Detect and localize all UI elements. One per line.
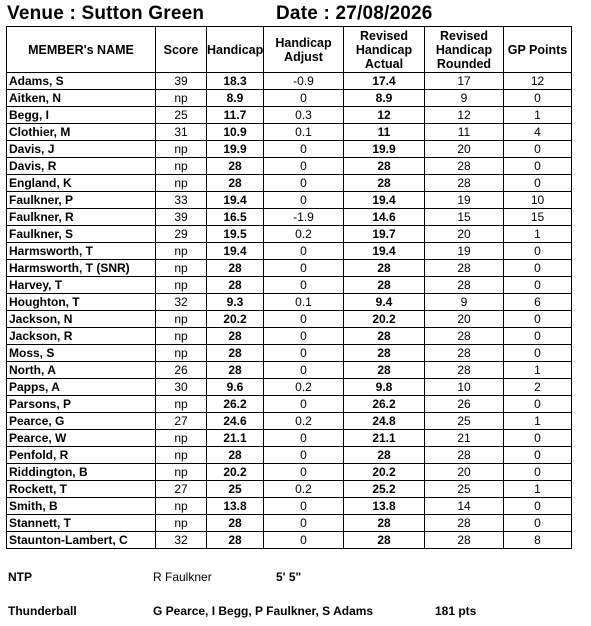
cell-score: np — [156, 243, 207, 260]
table-row — [7, 413, 572, 430]
cell-score: 30 — [156, 379, 207, 396]
cell-score: 29 — [156, 226, 207, 243]
cell-score: np — [156, 447, 207, 464]
cell-gp-points: 0 — [504, 328, 572, 345]
col-header-name: MEMBER's NAME — [7, 27, 156, 73]
cell-gp-points: 0 — [504, 277, 572, 294]
cell-score: np — [156, 175, 207, 192]
cell-score: np — [156, 277, 207, 294]
cell-handicap-adjust: 0.2 — [264, 413, 344, 430]
cell-member-name: Faulkner, R — [7, 209, 156, 226]
table-row — [7, 379, 572, 396]
cell-revised-actual: 20.2 — [344, 311, 425, 328]
cell-handicap-adjust: 0 — [264, 277, 344, 294]
cell-member-name: Papps, A — [7, 379, 156, 396]
cell-handicap: 18.3 — [207, 73, 264, 90]
cell-gp-points: 10 — [504, 192, 572, 209]
cell-handicap: 28 — [207, 175, 264, 192]
cell-member-name: Pearce, W — [7, 430, 156, 447]
cell-member-name: Rockett, T — [7, 481, 156, 498]
cell-revised-actual: 26.2 — [344, 396, 425, 413]
table-row — [7, 107, 572, 124]
cell-revised-actual: 28 — [344, 328, 425, 345]
cell-handicap: 28 — [207, 277, 264, 294]
cell-gp-points: 0 — [504, 396, 572, 413]
cell-score: np — [156, 260, 207, 277]
cell-handicap: 24.6 — [207, 413, 264, 430]
cell-member-name: Jackson, N — [7, 311, 156, 328]
cell-handicap: 9.3 — [207, 294, 264, 311]
cell-member-name: Adams, S — [7, 73, 156, 90]
cell-revised-rounded: 28 — [425, 447, 504, 464]
cell-gp-points: 0 — [504, 141, 572, 158]
cell-handicap-adjust: 0 — [264, 430, 344, 447]
table-row — [7, 362, 572, 379]
cell-handicap-adjust: 0.1 — [264, 124, 344, 141]
cell-revised-actual: 28 — [344, 515, 425, 532]
cell-handicap-adjust: 0 — [264, 328, 344, 345]
cell-revised-rounded: 15 — [425, 209, 504, 226]
cell-handicap-adjust: 0 — [264, 515, 344, 532]
cell-handicap: 9.6 — [207, 379, 264, 396]
cell-revised-actual: 20.2 — [344, 464, 425, 481]
table-row — [7, 73, 572, 90]
cell-revised-actual: 28 — [344, 447, 425, 464]
cell-handicap-adjust: 0 — [264, 141, 344, 158]
table-row — [7, 532, 572, 549]
cell-gp-points: 1 — [504, 107, 572, 124]
cell-handicap: 19.9 — [207, 141, 264, 158]
cell-score: 32 — [156, 532, 207, 549]
cell-revised-rounded: 17 — [425, 73, 504, 90]
cell-revised-actual: 19.9 — [344, 141, 425, 158]
cell-revised-actual: 28 — [344, 260, 425, 277]
cell-handicap-adjust: 0 — [264, 447, 344, 464]
table-row — [7, 277, 572, 294]
cell-score: np — [156, 345, 207, 362]
cell-handicap: 25 — [207, 481, 264, 498]
cell-revised-rounded: 19 — [425, 243, 504, 260]
cell-revised-actual: 28 — [344, 362, 425, 379]
cell-member-name: Moss, S — [7, 345, 156, 362]
cell-member-name: Houghton, T — [7, 294, 156, 311]
cell-score: np — [156, 90, 207, 107]
cell-handicap-adjust: 0 — [264, 158, 344, 175]
cell-handicap-adjust: 0 — [264, 396, 344, 413]
cell-revised-rounded: 14 — [425, 498, 504, 515]
cell-member-name: Faulkner, P — [7, 192, 156, 209]
cell-score: np — [156, 498, 207, 515]
cell-score: 39 — [156, 209, 207, 226]
cell-handicap-adjust: 0 — [264, 498, 344, 515]
col-header-handicap: Handicap — [207, 27, 264, 73]
cell-score: 33 — [156, 192, 207, 209]
cell-revised-rounded: 25 — [425, 481, 504, 498]
cell-revised-rounded: 12 — [425, 107, 504, 124]
cell-handicap: 10.9 — [207, 124, 264, 141]
cell-score: 25 — [156, 107, 207, 124]
cell-member-name: Parsons, P — [7, 396, 156, 413]
cell-score: np — [156, 158, 207, 175]
cell-revised-rounded: 25 — [425, 413, 504, 430]
cell-member-name: Davis, J — [7, 141, 156, 158]
cell-handicap-adjust: 0.2 — [264, 226, 344, 243]
cell-handicap-adjust: -1.9 — [264, 209, 344, 226]
ntp-label: NTP — [8, 570, 32, 584]
cell-score: 39 — [156, 73, 207, 90]
cell-member-name: Stannett, T — [7, 515, 156, 532]
cell-member-name: Smith, B — [7, 498, 156, 515]
cell-handicap: 28 — [207, 328, 264, 345]
cell-member-name: Pearce, G — [7, 413, 156, 430]
cell-revised-rounded: 9 — [425, 294, 504, 311]
col-header-revised-actual: Revised Handicap Actual — [344, 27, 425, 73]
cell-revised-actual: 21.1 — [344, 430, 425, 447]
table-row — [7, 175, 572, 192]
cell-handicap: 11.7 — [207, 107, 264, 124]
results-table — [6, 26, 572, 549]
cell-revised-rounded: 19 — [425, 192, 504, 209]
cell-handicap: 16.5 — [207, 209, 264, 226]
cell-handicap: 19.4 — [207, 243, 264, 260]
cell-revised-actual: 28 — [344, 532, 425, 549]
table-row — [7, 192, 572, 209]
cell-score: 27 — [156, 481, 207, 498]
cell-revised-actual: 8.9 — [344, 90, 425, 107]
table-row — [7, 209, 572, 226]
cell-member-name: Penfold, R — [7, 447, 156, 464]
cell-handicap: 21.1 — [207, 430, 264, 447]
cell-handicap-adjust: 0 — [264, 464, 344, 481]
cell-revised-rounded: 28 — [425, 175, 504, 192]
table-row — [7, 260, 572, 277]
cell-revised-actual: 19.7 — [344, 226, 425, 243]
cell-gp-points: 1 — [504, 226, 572, 243]
table-row — [7, 481, 572, 498]
cell-revised-rounded: 20 — [425, 464, 504, 481]
cell-member-name: Staunton-Lambert, C — [7, 532, 156, 549]
cell-revised-rounded: 28 — [425, 158, 504, 175]
cell-handicap: 19.5 — [207, 226, 264, 243]
cell-handicap: 20.2 — [207, 311, 264, 328]
cell-gp-points: 0 — [504, 158, 572, 175]
cell-member-name: England, K — [7, 175, 156, 192]
cell-gp-points: 1 — [504, 481, 572, 498]
cell-handicap: 20.2 — [207, 464, 264, 481]
col-header-revised-rounded: Revised Handicap Rounded — [425, 27, 504, 73]
cell-member-name: Harmsworth, T — [7, 243, 156, 260]
cell-revised-actual: 24.8 — [344, 413, 425, 430]
cell-revised-rounded: 21 — [425, 430, 504, 447]
table-row — [7, 158, 572, 175]
cell-revised-actual: 14.6 — [344, 209, 425, 226]
cell-member-name: Riddington, B — [7, 464, 156, 481]
cell-score: 26 — [156, 362, 207, 379]
table-row — [7, 396, 572, 413]
cell-revised-actual: 19.4 — [344, 243, 425, 260]
cell-revised-actual: 12 — [344, 107, 425, 124]
cell-gp-points: 0 — [504, 243, 572, 260]
cell-handicap-adjust: 0.3 — [264, 107, 344, 124]
cell-revised-rounded: 28 — [425, 532, 504, 549]
ntp-distance: 5' 5" — [276, 570, 302, 584]
cell-gp-points: 0 — [504, 175, 572, 192]
cell-member-name: Davis, R — [7, 158, 156, 175]
cell-handicap: 13.8 — [207, 498, 264, 515]
cell-handicap: 28 — [207, 345, 264, 362]
table-row — [7, 345, 572, 362]
table-row — [7, 141, 572, 158]
cell-handicap-adjust: 0 — [264, 260, 344, 277]
cell-revised-actual: 19.4 — [344, 192, 425, 209]
cell-revised-actual: 25.2 — [344, 481, 425, 498]
cell-score: 31 — [156, 124, 207, 141]
cell-handicap-adjust: 0.2 — [264, 379, 344, 396]
cell-score: np — [156, 311, 207, 328]
cell-handicap: 28 — [207, 532, 264, 549]
cell-handicap-adjust: 0 — [264, 311, 344, 328]
cell-gp-points: 0 — [504, 90, 572, 107]
cell-handicap: 28 — [207, 515, 264, 532]
cell-handicap-adjust: 0 — [264, 90, 344, 107]
cell-revised-actual: 28 — [344, 175, 425, 192]
ntp-name: R Faulkner — [153, 570, 212, 584]
cell-score: np — [156, 396, 207, 413]
cell-gp-points: 2 — [504, 379, 572, 396]
cell-score: np — [156, 430, 207, 447]
cell-handicap: 28 — [207, 260, 264, 277]
thunderball-label: Thunderball — [8, 604, 77, 618]
cell-gp-points: 0 — [504, 447, 572, 464]
cell-handicap-adjust: 0 — [264, 362, 344, 379]
cell-revised-rounded: 28 — [425, 515, 504, 532]
col-header-gp-points: GP Points — [504, 27, 572, 73]
cell-handicap-adjust: 0 — [264, 192, 344, 209]
cell-gp-points: 15 — [504, 209, 572, 226]
cell-revised-actual: 28 — [344, 158, 425, 175]
table-row — [7, 498, 572, 515]
cell-revised-rounded: 20 — [425, 311, 504, 328]
cell-handicap: 8.9 — [207, 90, 264, 107]
cell-handicap: 26.2 — [207, 396, 264, 413]
cell-member-name: Harvey, T — [7, 277, 156, 294]
cell-handicap-adjust: 0 — [264, 243, 344, 260]
cell-revised-actual: 9.8 — [344, 379, 425, 396]
venue-title: Venue : Sutton Green — [7, 3, 205, 24]
cell-gp-points: 12 — [504, 73, 572, 90]
thunderball-points: 181 pts — [435, 604, 477, 618]
table-row — [7, 226, 572, 243]
table-row — [7, 90, 572, 107]
cell-member-name: Clothier, M — [7, 124, 156, 141]
col-header-score: Score — [156, 27, 207, 73]
cell-revised-rounded: 9 — [425, 90, 504, 107]
table-row — [7, 124, 572, 141]
cell-revised-rounded: 11 — [425, 124, 504, 141]
cell-score: 32 — [156, 294, 207, 311]
cell-gp-points: 0 — [504, 345, 572, 362]
cell-score: np — [156, 464, 207, 481]
date-title: Date : 27/08/2026 — [276, 3, 433, 24]
table-row — [7, 294, 572, 311]
cell-revised-rounded: 28 — [425, 260, 504, 277]
cell-member-name: North, A — [7, 362, 156, 379]
cell-gp-points: 8 — [504, 532, 572, 549]
cell-member-name: Aitken, N — [7, 90, 156, 107]
cell-revised-rounded: 28 — [425, 362, 504, 379]
cell-gp-points: 6 — [504, 294, 572, 311]
table-row — [7, 311, 572, 328]
table-row — [7, 243, 572, 260]
col-header-handicap-adjust: Handicap Adjust — [264, 27, 344, 73]
cell-member-name: Harmsworth, T (SNR) — [7, 260, 156, 277]
cell-revised-rounded: 28 — [425, 328, 504, 345]
cell-revised-actual: 11 — [344, 124, 425, 141]
cell-member-name: Jackson, R — [7, 328, 156, 345]
cell-handicap: 28 — [207, 447, 264, 464]
table-header-row — [7, 27, 572, 73]
table-row — [7, 464, 572, 481]
cell-score: 27 — [156, 413, 207, 430]
cell-score: np — [156, 141, 207, 158]
cell-handicap: 28 — [207, 362, 264, 379]
cell-handicap: 28 — [207, 158, 264, 175]
cell-revised-rounded: 20 — [425, 226, 504, 243]
table-row — [7, 515, 572, 532]
cell-gp-points: 1 — [504, 362, 572, 379]
cell-revised-actual: 9.4 — [344, 294, 425, 311]
cell-gp-points: 0 — [504, 464, 572, 481]
cell-handicap-adjust: 0.1 — [264, 294, 344, 311]
cell-handicap: 19.4 — [207, 192, 264, 209]
cell-handicap-adjust: 0 — [264, 345, 344, 362]
cell-revised-actual: 28 — [344, 345, 425, 362]
table-row — [7, 328, 572, 345]
table-body — [7, 73, 572, 549]
cell-handicap-adjust: 0.2 — [264, 481, 344, 498]
table-row — [7, 447, 572, 464]
cell-handicap-adjust: 0 — [264, 175, 344, 192]
cell-revised-rounded: 28 — [425, 277, 504, 294]
cell-member-name: Faulkner, S — [7, 226, 156, 243]
cell-handicap-adjust: -0.9 — [264, 73, 344, 90]
cell-revised-rounded: 10 — [425, 379, 504, 396]
cell-revised-actual: 13.8 — [344, 498, 425, 515]
cell-gp-points: 0 — [504, 498, 572, 515]
cell-gp-points: 0 — [504, 430, 572, 447]
cell-revised-rounded: 28 — [425, 345, 504, 362]
cell-gp-points: 0 — [504, 260, 572, 277]
cell-revised-actual: 28 — [344, 277, 425, 294]
cell-gp-points: 0 — [504, 515, 572, 532]
cell-gp-points: 1 — [504, 413, 572, 430]
cell-revised-rounded: 20 — [425, 141, 504, 158]
cell-gp-points: 4 — [504, 124, 572, 141]
cell-member-name: Begg, I — [7, 107, 156, 124]
cell-gp-points: 0 — [504, 311, 572, 328]
cell-score: np — [156, 328, 207, 345]
cell-handicap-adjust: 0 — [264, 532, 344, 549]
cell-revised-actual: 17.4 — [344, 73, 425, 90]
thunderball-names: G Pearce, I Begg, P Faulkner, S Adams — [153, 604, 374, 618]
cell-score: np — [156, 515, 207, 532]
table-row — [7, 430, 572, 447]
cell-revised-rounded: 26 — [425, 396, 504, 413]
